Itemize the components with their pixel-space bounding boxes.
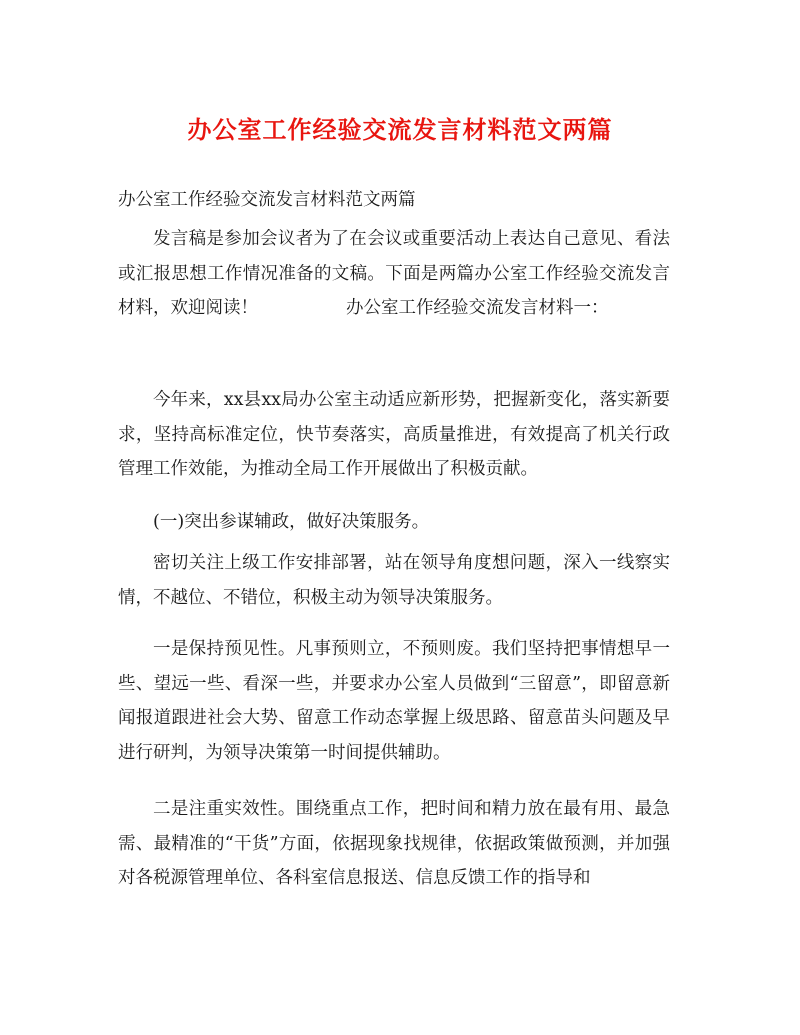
document-subtitle: 办公室工作经验交流发言材料范文两篇: [118, 190, 416, 210]
paragraph-decision-service: 密切关注上级工作安排部署，站在领导角度想问题，深入一线察实情，不越位、不错位，积极主动为领导决策服务。: [118, 553, 670, 608]
paragraph-overview: 今年来，xx县xx局办公室主动适应新形势，把握新变化，落实新要求，坚持高标准定位，快节奏落实，高质量推进，有效提高了机关行政管理工作效能，为推动全局工作开展做出了积极贡献。: [118, 390, 670, 479]
intro-paragraph: [118, 222, 670, 326]
paragraph-section-heading: (一)突出参谋辅政，做好决策服务。: [153, 512, 430, 532]
paragraph-effectiveness: 二是注重实效性。围绕重点工作，把时间和精力放在最有用、最急需、最精准的“干货”方面，依据现象找规律，依据政策做预测，并加强对各税源管理单位、各科室信息报送、信息反馈工作的指导和: [118, 799, 670, 888]
paragraph-foresight: 一是保持预见性。凡事预则立，不预则废。我们坚持把事情想早一些、望远一些、看深一些，并要求办公室人员做到“三留意”，即留意新闻报道跟进社会大势、留意工作动态掌握上级思路、留意苗头问题及早进行研判，为领导决策第一时间提供辅助。: [118, 639, 670, 763]
document-title: 办公室工作经验交流发言材料范文两篇: [187, 115, 613, 144]
intro-material-heading: 办公室工作经验交流发言材料一：: [346, 298, 609, 318]
intro-text: 发言稿是参加会议者为了在会议或重要活动上表达自己意见、看法或汇报思想工作情况准备的文稿。下面是两篇办公室工作经验交流发言材料，欢迎阅读！: [118, 229, 670, 318]
